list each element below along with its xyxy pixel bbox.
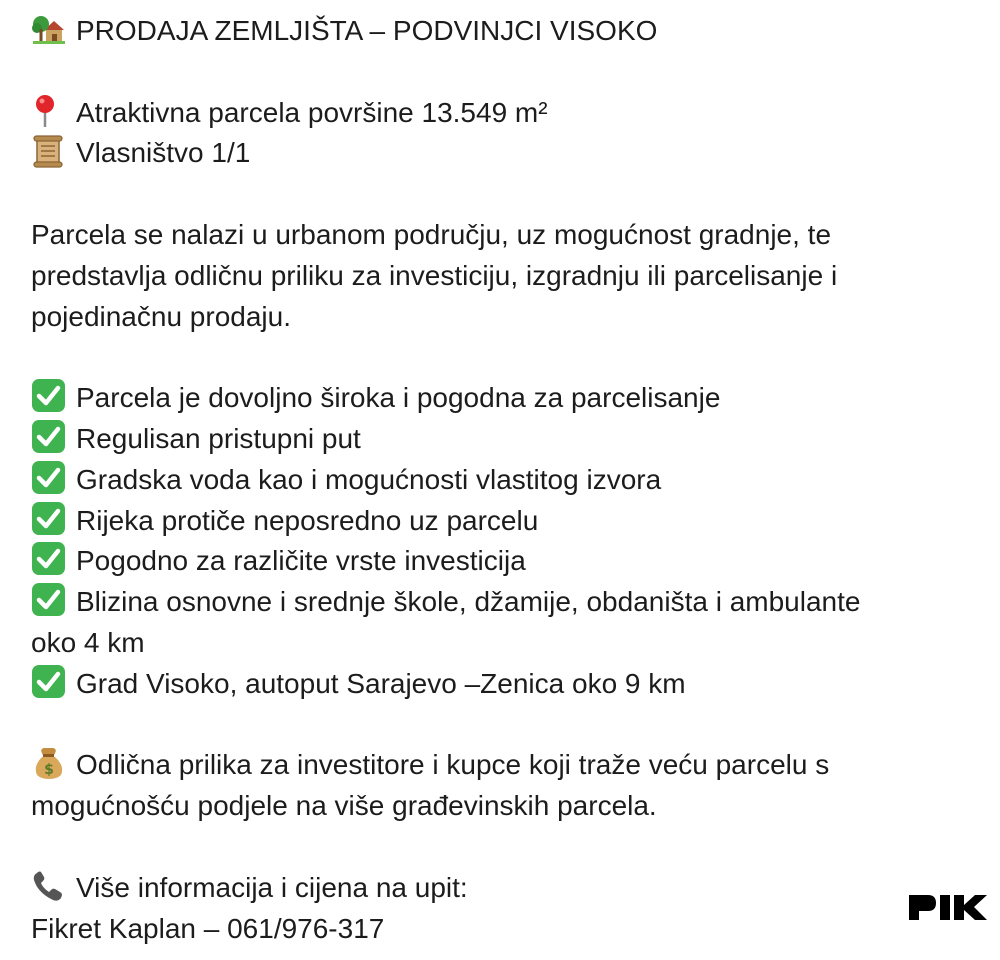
feature-item [31,460,971,501]
contact-line [31,868,971,909]
check-mark-button-icon [31,461,67,495]
contact-text: Više informacija i cijena na upit: [76,871,468,903]
spacer [31,705,971,746]
feature-text: Grad Visoko, autoput Sarajevo –Zenica oko 9 km [76,667,686,699]
contact-name-phone: Fikret Kaplan – 061/976-317 [31,912,385,944]
feature-text: Blizina osnovne i srednje škole, džamije, obdaništa i ambulante [76,586,861,618]
area-line [31,93,971,134]
spacer [31,827,971,868]
ownership-line [31,133,971,174]
spacer [31,52,971,93]
check-mark-button-icon [31,665,67,699]
feature-item [31,501,971,542]
ownership-text: Vlasništvo 1/1 [76,137,251,169]
post-title-line [31,11,971,52]
house-with-garden-icon [31,12,67,46]
pik-logo-icon [908,892,988,922]
opportunity-text-continued: mogućnošću podjele na više građevinskih parcela. [31,790,657,822]
check-mark-button-icon [31,420,67,454]
check-mark-button-icon [31,379,67,413]
feature-item [31,378,971,419]
feature-text-continued: oko 4 km [31,626,145,658]
feature-item [31,541,971,582]
description-line: predstavlja odličnu priliku za investiciju, izgradnju ili parcelisanje i [31,259,838,291]
feature-item [31,664,971,705]
check-mark-button-icon [31,502,67,536]
description-line: Parcela se nalazi u urbanom području, uz mogućnost gradnje, te [31,218,832,250]
feature-text: Parcela je dovoljno široka i pogodna za parcelisanje [76,382,721,414]
description-line: pojedinačnu prodaju. [31,300,291,332]
post-body [31,11,971,949]
post-title: PRODAJA ZEMLJIŠTA – PODVINJCI VISOKO [76,15,658,46]
area-text: Atraktivna parcela površine 13.549 m² [76,96,548,128]
opportunity-paragraph [31,745,971,827]
spacer [31,337,971,378]
description-paragraph [31,215,971,337]
check-mark-button-icon [31,583,67,617]
telephone-receiver-icon [31,869,67,903]
check-mark-button-icon [31,542,67,576]
scroll-icon [31,134,67,168]
spacer [31,174,971,215]
feature-item [31,419,971,460]
svg-text:$: $ [44,762,54,779]
feature-text: Rijeka protiče neposredno uz parcelu [76,504,539,536]
feature-text: Regulisan pristupni put [76,422,361,454]
feature-item [31,582,971,664]
money-bag-icon [31,746,67,780]
feature-text: Pogodno za različite vrste investicija [76,545,526,577]
round-pushpin-icon [31,94,67,128]
feature-list [31,378,971,704]
opportunity-text: Odlična prilika za investitore i kupce koji traže veću parcelu s [76,749,830,781]
feature-text: Gradska voda kao i mogućnosti vlastitog izvora [76,463,662,495]
